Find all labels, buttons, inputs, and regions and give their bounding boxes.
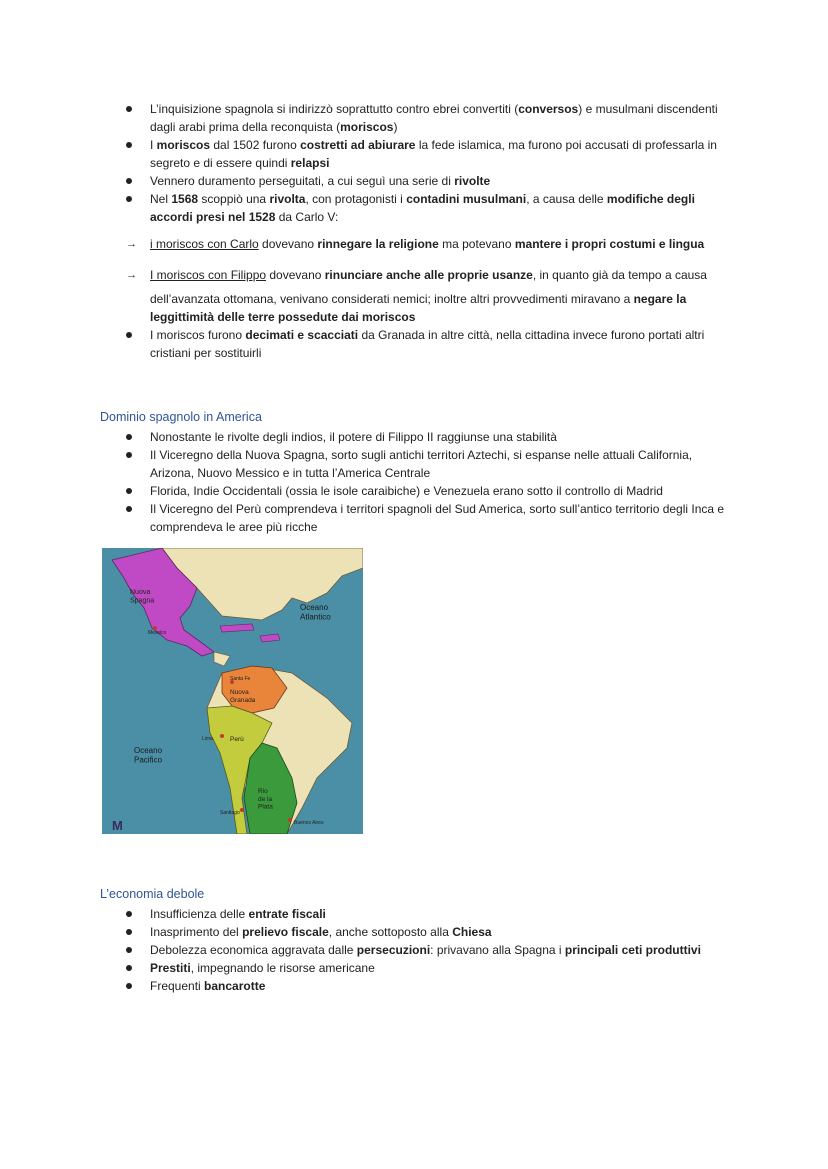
list-item: I moriscos dal 1502 furono costretti ad abiurare la fede islamica, ma furono poi accusati di professarla in segreto e di essere quindi relapsi xyxy=(0,136,828,172)
map-svg xyxy=(102,548,363,834)
bullet-icon xyxy=(126,506,132,512)
moriscos-list xyxy=(0,100,828,226)
section-heading-dominio: Dominio spagnolo in America xyxy=(100,410,262,424)
label-oceano-atlantico: Oceano Atlantico xyxy=(300,603,331,622)
bullet-icon xyxy=(126,178,132,184)
lima-dot xyxy=(220,734,224,738)
list-item: Il Viceregno del Perù comprendeva i territori spagnoli del Sud America, sorto sull’antico territorio degli Inca e comprendeva le aree più ricche xyxy=(0,500,828,536)
list-item: Nel 1568 scoppiò una rivolta, con protagonisti i contadini musulmani, a causa delle modifiche degli accordi presi nel 1528 da Carlo V: xyxy=(0,190,828,226)
list-item: Florida, Indie Occidentali (ossia le isole caraibiche) e Venezuela erano sotto il controllo di Madrid xyxy=(0,482,828,500)
bullet-icon xyxy=(126,106,132,112)
buenos-aires-dot xyxy=(288,818,292,822)
list-item: Frequenti bancarotte xyxy=(0,977,828,995)
list-item: I moriscos furono decimati e scacciati da Granada in altre città, nella cittadina invece furono portati altri cristiani per sostituirli xyxy=(0,326,828,362)
label-santa-fe: Santa Fe xyxy=(230,676,251,682)
list-item: Debolezza economica aggravata dalle persecuzioni: privavano alla Spagna i principali ceti produttivi xyxy=(0,941,828,959)
bullet-icon xyxy=(126,911,132,917)
bullet-icon xyxy=(126,196,132,202)
americas-map xyxy=(102,548,363,834)
bullet-icon xyxy=(126,142,132,148)
label-peru: Perù xyxy=(230,736,244,743)
santiago-dot xyxy=(240,808,244,812)
dominio-list xyxy=(0,428,828,536)
list-item: Vennero duramento perseguitati, a cui seguì una serie di rivolte xyxy=(0,172,828,190)
list-item: L’inquisizione spagnola si indirizzò soprattutto contro ebrei convertiti (conversos) e musulmani discendenti dagli arabi prima della reconquista (moriscos) xyxy=(0,100,828,136)
list-item: Inasprimento del prelievo fiscale, anche sottoposto alla Chiesa xyxy=(0,923,828,941)
economia-list xyxy=(0,905,828,995)
bullet-icon xyxy=(126,947,132,953)
arrow-item-filippo-continued: dell’avanzata ottomana, venivano considerati nemici; inoltre altri provvedimenti miravano a negare la leggittimità delle terre possedute dai moriscos xyxy=(150,292,687,324)
label-nuova-spagna: Nuova Spagna xyxy=(130,589,155,605)
arrow-item-carlo: → i moriscos con Carlo dovevano rinnegare la religione ma potevano mantere i propri costumi e lingua xyxy=(126,237,705,251)
bullet-icon xyxy=(126,983,132,989)
bullet-icon xyxy=(126,434,132,440)
bullet-icon xyxy=(126,965,132,971)
label-oceano-pacifico: Oceano Pacifico xyxy=(134,746,163,765)
arrow-item-filippo: → I moriscos con Filippo dovevano rinunciare anche alle proprie usanze, in quanto già da tempo a causa xyxy=(126,268,707,282)
moriscos-list-end xyxy=(0,326,828,362)
list-item: Nonostante le rivolte degli indios, il potere di Filippo II raggiunse una stabilità xyxy=(0,428,828,446)
bullet-icon xyxy=(126,929,132,935)
label-rio-plata: Rio de la Plata xyxy=(258,788,273,811)
list-item: Prestiti, impegnando le risorse americane xyxy=(0,959,828,977)
arrow-right-icon: → xyxy=(126,269,137,281)
label-nuova-granada: Nuova Granada xyxy=(230,689,256,704)
section-heading-economia: L’economia debole xyxy=(100,887,205,901)
logo-icon: M xyxy=(112,818,123,833)
label-lima: Lima xyxy=(202,736,213,742)
list-item: Il Viceregno della Nuova Spagna, sorto sugli antichi territori Aztechi, si espanse nelle attuali California, Arizona, Nuovo Messico e in tutta l’America Centrale xyxy=(0,446,828,482)
label-buenos-aires: Buenos Aires xyxy=(294,820,324,826)
bullet-icon xyxy=(126,488,132,494)
list-item: Insufficienza delle entrate fiscali xyxy=(0,905,828,923)
label-santiago: Santiago xyxy=(220,810,240,816)
bullet-icon xyxy=(126,332,132,338)
arrow-right-icon: → xyxy=(126,238,137,250)
label-messico: Messico xyxy=(148,630,167,636)
bullet-icon xyxy=(126,452,132,458)
